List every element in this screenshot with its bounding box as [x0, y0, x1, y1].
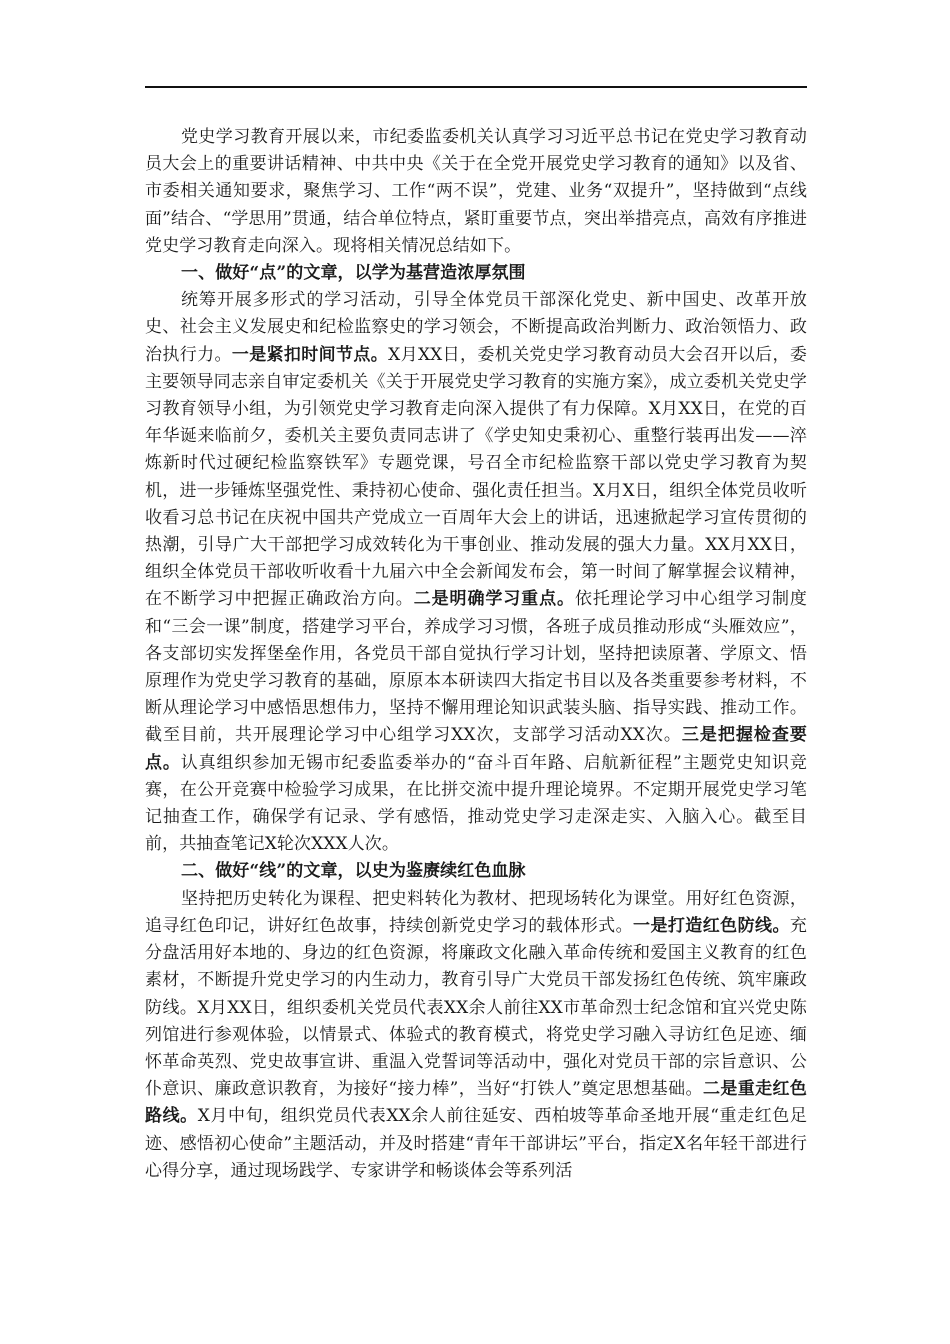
section2-point2-text: X月中旬，组织党员代表XX余人前往延安、西柏坡等革命圣地开展“重走红色足迹、感悟初心使命”主题活动，并及时搭建“青年干部讲坛”平台，指定X名年轻干部进行心得分享，通过现场践学、专家讲学和畅谈体会等系列活 — [145, 1106, 807, 1181]
section1-point1-text: X月XX日，委机关党史学习教育动员大会召开以后，委主要领导同志亲自审定委机关《关于开展党史学习教育的实施方案》，成立委机关党史学习教育领导小组，为引领党史学习教育走向深入提供了有力保障。X月XX日，在党的百年华诞来临前夕，委机关主要负责同志讲了《学史知史秉初心、重整行装再出发——淬炼新时代过硬纪检监察铁军》专题党课，号召全市纪检监察干部以党史学习教育为契机，进一步锤炼坚强党性、秉持初心使命、强化责任担当。X月X日，组织全体党员收听收看习总书记在庆祝中国共产党成立一百周年大会上的讲话，迅速掀起学习宣传贯彻的热潮，引导广大干部把学习成效转化为干事创业、推动发展的强大力量。XX月XX日，组织全体党员干部收听收看十九届六中全会新闻发布会，第一时间了解掌握会议精神，在不断学习中把握正确政治方向。 — [145, 344, 807, 610]
section-heading-1: 一、做好“点”的文章，以学为基营造浓厚氛围 — [181, 263, 526, 284]
header-rule — [145, 86, 807, 88]
section1-point2-text: 依托理论学习中心组学习制度和“三会一课”制度，搭建学习平台，养成学习习惯，各班子成员推动形成“头雁效应”，各支部切实发挥堡垒作用，各党员干部自觉执行学习计划，坚持把读原著、学原文、悟原理作为党史学习教育的基础，原原本本研读四大指定书目以及各类重要参考材料，不断从理论学习中感悟思想伟力，坚持不懈用理论知识武装头脑、指导实践、推动工作。截至目前，共开展理论学习中心组学习XX次，支部学习活动XX次。 — [145, 589, 807, 746]
section2-point1-text: 充分盘活用好本地的、身边的红色资源，将廉政文化融入革命传统和爱国主义教育的红色素材，不断提升党史学习的内生动力，教育引导广大党员干部发扬红色传统、筑牢廉政防线。X月XX日，组织委机关党员代表XX余人前往XX市革命烈士纪念馆和宜兴党史陈列馆进行参观体验，以情景式、体验式的教育模式，将党史学习融入寻访红色足迹、缅怀革命英烈、党史故事宣讲、重温入党誓词等活动中，强化对党员干部的宗旨意识、公仆意识、廉政意识教育，为接好“接力棒”，当好“打铁人”奠定思想基础。 — [145, 915, 807, 1100]
section2-point2-title: 二是重走红色路线。 — [145, 1079, 807, 1127]
section1-point3-title: 三是把握检查要点。 — [145, 725, 807, 773]
section2-point1-title: 一是打造红色防线。 — [633, 915, 790, 936]
section1-paragraph — [145, 287, 807, 858]
section2-lead-text: 坚持把历史转化为课程、把史料转化为教材、把现场转化为课堂。用好红色资源，追寻红色印记，讲好红色故事，持续创新党史学习的载体形式。 — [145, 888, 807, 936]
section1-point2-title: 二是明确学习重点。 — [413, 589, 575, 610]
section1-lead-text: 统筹开展多形式的学习活动，引导全体党员干部深化党史、新中国史、改革开放史、社会主义发展史和纪检监察史的学习领会，不断提高政治判断力、政治领悟力、政治执行力。 — [145, 290, 807, 365]
section2-paragraph — [145, 886, 807, 1185]
section1-point3-text: 认真组织参加无锡市纪委监委举办的“奋斗百年路、启航新征程”主题党史知识竞赛，在公开竞赛中检验学习成果，在比拼交流中提升理论境界。不定期开展党史学习笔记抽查工作，确保学有记录、学有感悟，推动党史学习走深走实、入脑入心。截至目前，共抽查笔记X轮次XXX人次。 — [145, 752, 808, 855]
document-body — [145, 124, 807, 1185]
section1-point1-title: 一是紧扣时间节点。 — [231, 344, 389, 365]
intro-paragraph: 党史学习教育开展以来，市纪委监委机关认真学习习近平总书记在党史学习教育动员大会上的重要讲话精神、中共中央《关于在全党开展党史学习教育的通知》以及省、市委相关通知要求，聚焦学习、工作“两不误”，党建、业务“双提升”，坚持做到“点线面”结合、“学思用”贯通，结合单位特点，紧盯重要节点，突出举措亮点，高效有序推进党史学习教育走向深入。现将相关情况总结如下。 — [145, 127, 807, 256]
section-heading-2: 二、做好“线”的文章，以史为鉴赓续红色血脉 — [181, 861, 526, 882]
